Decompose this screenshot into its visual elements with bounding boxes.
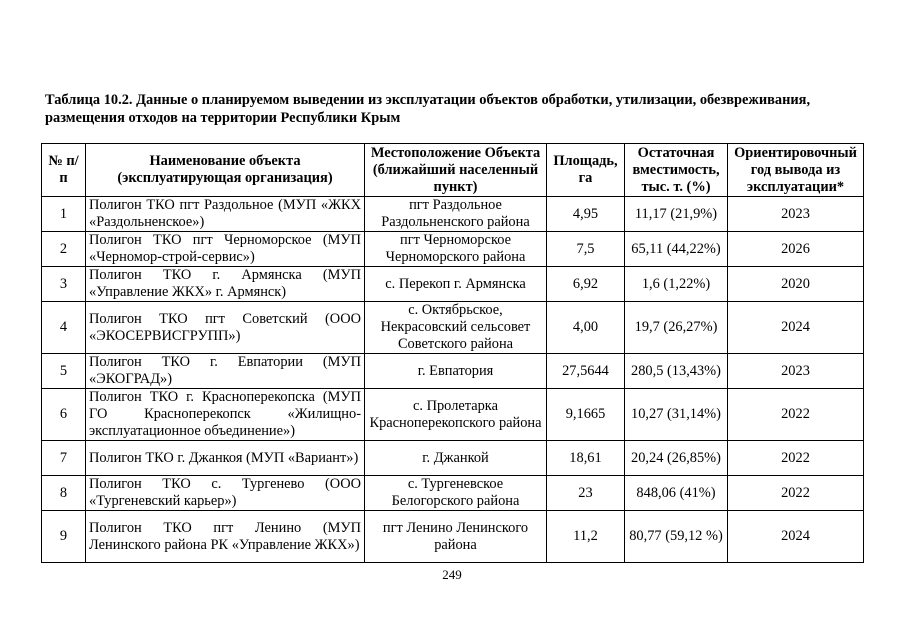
header-year: Ориентировочный год вывода из эксплуатации* (728, 144, 864, 197)
location-cell: г. Джанкой (365, 441, 547, 476)
object-name-cell: Полигон ТКО г. Джанкоя (МУП «Вариант») (86, 441, 365, 476)
area-cell: 7,5 (547, 232, 625, 267)
year-cell: 2023 (728, 354, 864, 389)
row-number-cell: 8 (42, 476, 86, 511)
location-cell: г. Евпатория (365, 354, 547, 389)
header-location: Местоположение Объекта (ближайший населенный пункт) (365, 144, 547, 197)
year-cell: 2022 (728, 441, 864, 476)
area-cell: 6,92 (547, 267, 625, 302)
row-number-cell: 6 (42, 389, 86, 441)
year-cell: 2024 (728, 511, 864, 563)
area-cell: 27,5644 (547, 354, 625, 389)
area-cell: 9,1665 (547, 389, 625, 441)
table-row (42, 441, 864, 476)
table-row (42, 389, 864, 441)
table-row (42, 476, 864, 511)
table-row (42, 302, 864, 354)
row-number-cell: 9 (42, 511, 86, 563)
object-name-cell: Полигон ТКО г. Красноперекопска (МУП ГО Красноперекопск «Жилищно-эксплуатационное объединение») (86, 389, 365, 441)
header-number: № п/п (42, 144, 86, 197)
year-cell: 2020 (728, 267, 864, 302)
table-row (42, 267, 864, 302)
capacity-cell: 20,24 (26,85%) (625, 441, 728, 476)
area-cell: 23 (547, 476, 625, 511)
table-row (42, 511, 864, 563)
header-row (42, 144, 864, 197)
area-cell: 11,2 (547, 511, 625, 563)
location-cell: с. Пролетарка Красноперекопского района (365, 389, 547, 441)
year-cell: 2026 (728, 232, 864, 267)
header-capacity: Остаточная вместимость, тыс. т. (%) (625, 144, 728, 197)
location-cell: с. Перекоп г. Армянска (365, 267, 547, 302)
object-name-cell: Полигон ТКО пгт Раздольное (МУП «ЖКХ «Раздольненское») (86, 197, 365, 232)
location-cell: пгт Ленино Ленинского района (365, 511, 547, 563)
capacity-cell: 848,06 (41%) (625, 476, 728, 511)
row-number-cell: 5 (42, 354, 86, 389)
object-name-cell: Полигон ТКО г. Армянска (МУП «Управление ЖКХ» г. Армянск) (86, 267, 365, 302)
table-row (42, 354, 864, 389)
capacity-cell: 10,27 (31,14%) (625, 389, 728, 441)
header-area: Площадь, га (547, 144, 625, 197)
area-cell: 4,95 (547, 197, 625, 232)
capacity-cell: 1,6 (1,22%) (625, 267, 728, 302)
table-caption: Таблица 10.2. Данные о планируемом выведении из эксплуатации объектов обработки, утилизации, обезвреживания, размещения отходов на территории Республики Крым (45, 92, 811, 126)
capacity-cell: 280,5 (13,43%) (625, 354, 728, 389)
year-cell: 2022 (728, 389, 864, 441)
row-number-cell: 1 (42, 197, 86, 232)
capacity-cell: 65,11 (44,22%) (625, 232, 728, 267)
capacity-cell: 11,17 (21,9%) (625, 197, 728, 232)
object-name-cell: Полигон ТКО пгт Черноморское (МУП «Черномор-строй-сервис») (86, 232, 365, 267)
location-cell: с. Тургеневское Белогорского района (365, 476, 547, 511)
table-row (42, 232, 864, 267)
table-row (42, 197, 864, 232)
object-name-cell: Полигон ТКО г. Евпатории (МУП «ЭКОГРАД») (86, 354, 365, 389)
object-name-cell: Полигон ТКО пгт Советский (ООО «ЭКОСЕРВИСГРУПП») (86, 302, 365, 354)
capacity-cell: 19,7 (26,27%) (625, 302, 728, 354)
location-cell: пгт Черноморское Черноморского района (365, 232, 547, 267)
year-cell: 2023 (728, 197, 864, 232)
year-cell: 2024 (728, 302, 864, 354)
area-cell: 18,61 (547, 441, 625, 476)
row-number-cell: 2 (42, 232, 86, 267)
object-name-cell: Полигон ТКО с. Тургенево (ООО «Тургеневский карьер») (86, 476, 365, 511)
location-cell: с. Октябрьское, Некрасовский сельсовет Советского района (365, 302, 547, 354)
object-name-cell: Полигон ТКО пгт Ленино (МУП Ленинского района РК «Управление ЖКХ») (86, 511, 365, 563)
row-number-cell: 7 (42, 441, 86, 476)
data-table (41, 143, 864, 563)
row-number-cell: 3 (42, 267, 86, 302)
year-cell: 2022 (728, 476, 864, 511)
location-cell: пгт Раздольное Раздольненского района (365, 197, 547, 232)
area-cell: 4,00 (547, 302, 625, 354)
header-object-name: Наименование объекта (эксплуатирующая организация) (86, 144, 365, 197)
capacity-cell: 80,77 (59,12 %) (625, 511, 728, 563)
page-number: 249 (442, 567, 462, 582)
row-number-cell: 4 (42, 302, 86, 354)
